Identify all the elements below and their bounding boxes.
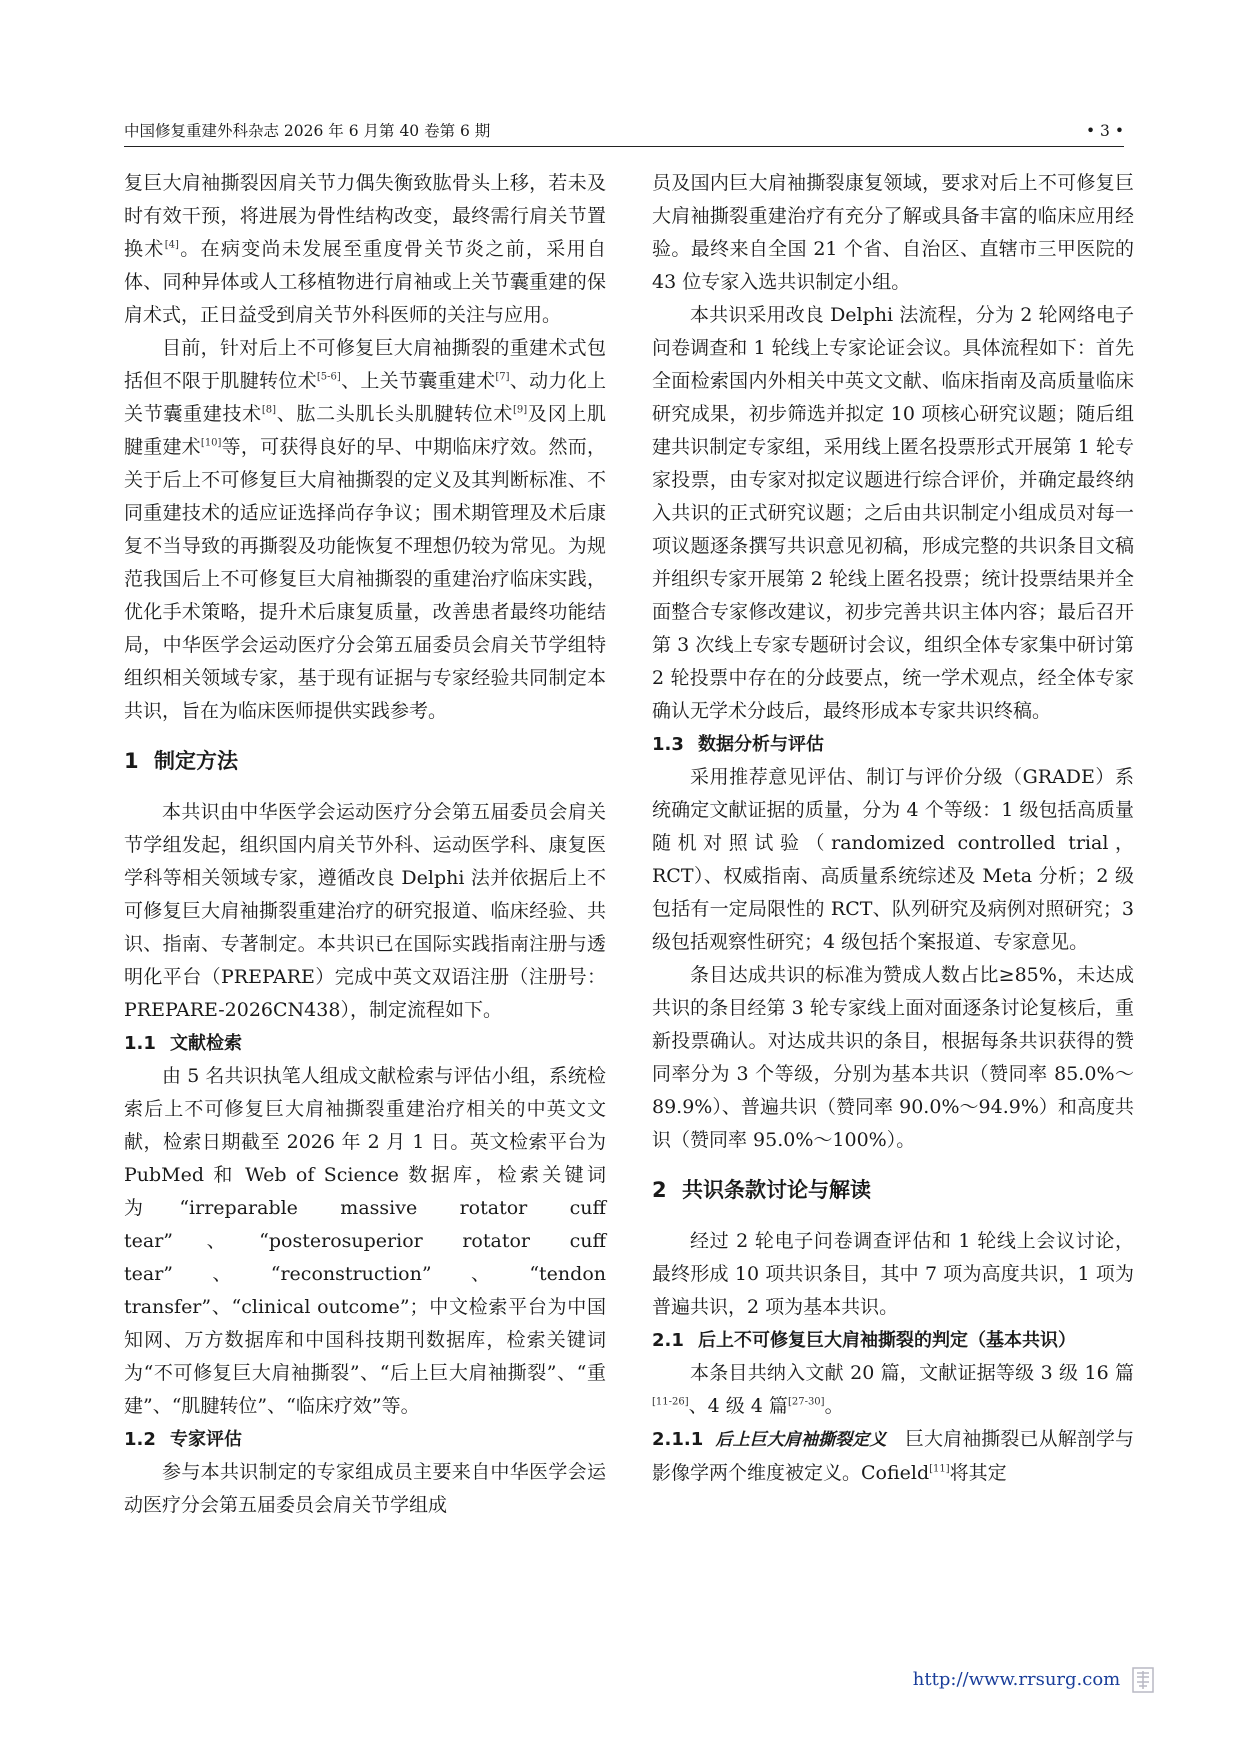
citation[interactable]: [11-26] — [652, 1396, 689, 1408]
paragraph: 目前，针对后上不可修复巨大肩袖撕裂的重建术式包括但不限于肌腱转位术[5-6]、上关节囊重建术[7]、动力化上关节囊重建技术[8]、肱二头肌长头肌腱转位术[9]及冈上肌腱重建术[10]等，可获得良好的早、中期临床疗效。然而，关于后上不可修复巨大肩袖撕裂的定义及其判断标准、不同重建技术的适应证选择尚存争议；围术期管理及术后康复不当导致的再撕裂及功能恢复不理想仍较为常见。为规范我国后上不可修复巨大肩袖撕裂的重建治疗临床实践，优化手术策略，提升术后康复质量，改善患者最终功能结局，中华医学会运动医疗分会第五届委员会肩关节学组特组织相关领域专家，基于现有证据与专家经验共同制定本共识，旨在为临床医师提供实践参考。 — [124, 337, 606, 722]
subsubsection-number: 2.1.1 — [652, 1429, 704, 1450]
subsection-heading: 2.1 后上不可修复巨大肩袖撕裂的判定（基本共识） — [652, 1330, 1076, 1351]
journal-url-link[interactable]: http://www.rrsurg.com — [912, 1669, 1121, 1690]
paragraph: 经过 2 轮电子问卷调查评估和 1 轮线上会议讨论，最终形成 10 项共识条目，其中 7 项为高度共识，1 项为普遍共识，2 项为基本共识。 — [652, 1230, 1134, 1318]
citation[interactable]: [10] — [200, 437, 222, 449]
paragraph: 员及国内巨大肩袖撕裂康复领域，要求对后上不可修复巨大肩袖撕裂重建治疗有充分了解或具备丰富的临床应用经验。最终来自全国 21 个省、自治区、直辖市三甲医院的 43 位专家入选共识制定小组。 — [652, 172, 1134, 293]
paragraph: 采用推荐意见评估、制订与评价分级（GRADE）系统确定文献证据的质量，分为 4 个等级：1 级包括高质量随机对照试验（randomized controlled trial，RCT）、权威指南、高质量系统综述及 Meta 分析；2 级包括有一定局限性的 RCT、队列研究及病例对照研究；3 级包括观察性研究；4 级包括个案报道、专家意见。 — [652, 766, 1134, 953]
page-number: • 3 • — [1085, 122, 1124, 140]
paragraph: 本条目共纳入文献 20 篇，文献证据等级 3 级 16 篇[11-26]、4 级 4 篇[27-30]。 — [652, 1362, 1134, 1417]
paragraph: 2.1.1 后上巨大肩袖撕裂定义 巨大肩袖撕裂已从解剖学与影像学两个维度被定义。Cofield[11]将其定 — [652, 1428, 1134, 1484]
paragraph: 由 5 名共识执笔人组成文献检索与评估小组，系统检索后上不可修复巨大肩袖撕裂重建治疗相关的中英文文献，检索日期截至 2026 年 2 月 1 日。英文检索平台为 PubMed 和 Web of Science 数据库，检索关键词为“irreparable massive rotator cuff tear”、“posterosuperior rotator cuff tear”、“reconstruction”、“tendon transfer”、“clinical outcome”；中文检索平台为中国知网、万方数据库和中国科技期刊数据库，检索关键词为“不可修复巨大肩袖撕裂”、“后上巨大肩袖撕裂”、“重建”、“肌腱转位”、“临床疗效”等。 — [124, 1065, 606, 1417]
citation[interactable]: [27-30] — [787, 1396, 825, 1408]
section-heading: 2 共识条款讨论与解读 — [652, 1178, 871, 1202]
left-column — [124, 167, 606, 1522]
subsection-heading: 1.3 数据分析与评估 — [652, 734, 824, 755]
running-header — [124, 118, 1124, 144]
subsection-heading: 1.1 文献检索 — [124, 1033, 242, 1054]
citation[interactable]: [4] — [164, 239, 179, 251]
citation[interactable]: [9] — [513, 404, 528, 416]
paragraph: 条目达成共识的标准为赞成人数占比≥85%，未达成共识的条目经第 3 轮专家线上面对面逐条讨论复核后，重新投票确认。对达成共识的条目，根据每条共识获得的赞同率分为 3 个等级，分别为基本共识（赞同率 85.0%～89.9%）、普遍共识（赞同率 90.0%～94.9%）和高度共识（赞同率 95.0%～100%）。 — [652, 964, 1134, 1151]
paragraph: 本共识由中华医学会运动医疗分会第五届委员会肩关节学组发起，组织国内肩关节外科、运动医学科、康复医学科等相关领域专家，遵循改良 Delphi 法并依据后上不可修复巨大肩袖撕裂重建治疗的研究报道、临床经验、共识、指南、专著制定。本共识已在国际实践指南注册与透明化平台（PREPARE）完成中英文双语注册（注册号：PREPARE-2026CN438），制定流程如下。 — [124, 801, 606, 1021]
journal-citation: 中国修复重建外科杂志 2026 年 6 月第 40 卷第 6 期 — [124, 122, 491, 140]
subsubsection-title: 后上巨大肩袖撕裂定义 — [715, 1430, 887, 1450]
page-footer — [913, 1663, 1154, 1697]
section-heading: 1 制定方法 — [124, 749, 238, 773]
subsection-heading: 1.2 专家评估 — [124, 1429, 242, 1450]
header-rule — [124, 146, 1124, 147]
citation[interactable]: [5-6] — [316, 371, 341, 383]
citation[interactable]: [11] — [929, 1463, 950, 1475]
citation[interactable]: [8] — [261, 404, 277, 416]
paragraph: 复巨大肩袖撕裂因肩关节力偶失衡致肱骨头上移，若未及时有效干预，将进展为骨性结构改变，最终需行肩关节置换术[4]。在病变尚未发展至重度骨关节炎之前，采用自体、同种异体或人工移植物进行肩袖或上关节囊重建的保肩术式，正日益受到肩关节外科医师的关注与应用。 — [124, 172, 606, 326]
journal-seal-icon — [1132, 1667, 1154, 1693]
paragraph: 参与本共识制定的专家组成员主要来自中华医学会运动医疗分会第五届委员会肩关节学组成 — [124, 1461, 606, 1516]
right-column — [652, 167, 1134, 1490]
citation[interactable]: [7] — [495, 371, 510, 383]
paragraph: 本共识采用改良 Delphi 法流程，分为 2 轮网络电子问卷调查和 1 轮线上专家论证会议。具体流程如下：首先全面检索国内外相关中英文文献、临床指南及高质量临床研究成果，初步筛选并拟定 10 项核心研究议题；随后组建共识制定专家组，采用线上匿名投票形式开展第 1 轮专家投票，由专家对拟定议题进行综合评价，并确定最终纳入共识的正式研究议题；之后由共识制定小组成员对每一项议题逐条撰写共识意见初稿，形成完整的共识条目文稿并组织专家开展第 2 轮线上匿名投票；统计投票结果并全面整合专家修改建议，初步完善共识主体内容；最后召开第 3 次线上专家专题研讨会议，组织全体专家集中研讨第 2 轮投票中存在的分歧要点，统一学术观点，经全体专家确认无学术分歧后，最终形成本专家共识终稿。 — [652, 304, 1134, 722]
